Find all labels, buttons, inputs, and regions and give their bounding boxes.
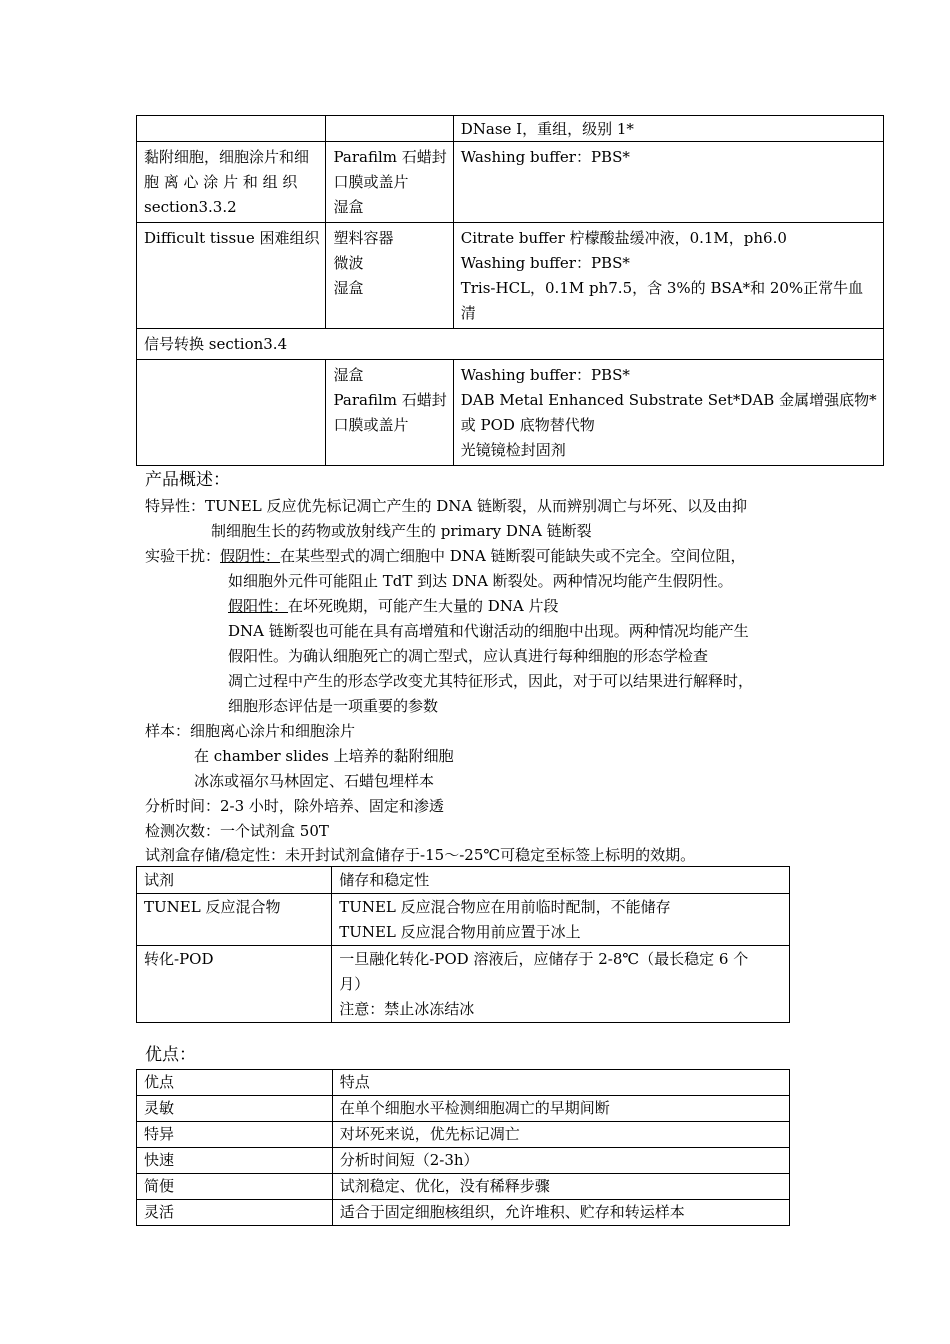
cell-text: 黏附细胞，细胞涂片和细	[144, 148, 310, 166]
table-header-cell: 特点	[332, 1070, 789, 1096]
table-cell: 对坏死来说，优先标记凋亡	[332, 1122, 789, 1148]
false-negative-text: 在某些型式的凋亡细胞中 DNA 链断裂可能缺失或不完全。空间位阻，	[280, 547, 746, 565]
table-cell: 快速	[137, 1148, 333, 1174]
specificity-line-1: 特异性：TUNEL 反应优先标记凋亡产生的 DNA 链断裂，从而辨别凋亡与坏死、以及由抑	[145, 497, 747, 515]
table-cell	[137, 142, 326, 223]
test-count: 检测次数：一个试剂盒 50T	[145, 822, 329, 840]
table-cell: 试剂稳定、优化，没有稀释步骤	[332, 1174, 789, 1200]
table-cell	[137, 116, 326, 142]
table-row	[137, 142, 884, 223]
cell-text: 清	[460, 304, 476, 322]
overview-heading: 产品概述：	[145, 470, 230, 490]
sample-line-3: 冰冻或福尔马林固定、石蜡包埋样本	[194, 772, 435, 790]
false-positive-line-3: 假阳性。为确认细胞死亡的凋亡型式，应认真进行每种细胞的形态学检查	[228, 647, 709, 665]
cell-text: Washing buffer：PBS*	[460, 366, 630, 384]
cell-text: 光镜镜检封固剂	[460, 441, 566, 459]
table-cell: 简便	[137, 1174, 333, 1200]
cell-text: section3.3.2	[144, 198, 237, 216]
cell-text: 胞 离 心 涂 片 和 组 织	[144, 173, 298, 191]
table-cell	[137, 360, 326, 466]
table-cell	[453, 223, 883, 329]
table-header-cell: 储存和稳定性	[332, 867, 790, 894]
section-header-cell	[137, 329, 884, 360]
cell-text: 微波	[333, 254, 364, 272]
cell-text: 湿盒	[333, 279, 364, 297]
table-cell: 适合于固定细胞核组织，允许堆积、贮存和转运样本	[332, 1200, 789, 1226]
table-cell	[326, 116, 453, 142]
false-positive-line	[228, 594, 559, 619]
false-negative-label: 假阴性：	[220, 547, 281, 565]
cell-text: 口膜或盖片	[333, 416, 409, 434]
cell-text: Tris-HCL，0.1M ph7.5，含 3%的 BSA*和 20%正常牛血	[460, 279, 864, 297]
specificity-line-2: 制细胞生长的药物或放射线产生的 primary DNA 链断裂	[211, 522, 592, 540]
cell-text: Citrate buffer 柠檬酸盐缓冲液，0.1M，ph6.0	[460, 229, 787, 247]
table-cell: 在单个细胞水平检测细胞凋亡的早期间断	[332, 1096, 789, 1122]
cell-text: Parafilm 石蜡封	[333, 148, 447, 166]
table-cell: TUNEL 反应混合物	[137, 894, 332, 946]
table-cell: 特异	[137, 1122, 333, 1148]
cell-text: 塑料容器	[333, 229, 394, 247]
table-cell	[453, 142, 883, 223]
cell-text: Difficult tissue 困难组织	[144, 229, 320, 247]
false-positive-line-5: 细胞形态评估是一项重要的参数	[228, 697, 439, 715]
cell-text: TUNEL 反应混合物应在用前临时配制，不能储存	[339, 898, 671, 916]
sample-line-2: 在 chamber slides 上培养的黏附细胞	[194, 747, 454, 765]
table-cell: 分析时间短（2-3h）	[332, 1148, 789, 1174]
interference-line	[145, 544, 746, 569]
table-cell: 灵活	[137, 1200, 333, 1226]
table-row	[137, 116, 884, 142]
section-label: 信号转换 section3.4	[144, 335, 288, 353]
storage-stability: 试剂盒存储/稳定性：未开封试剂盒储存于-15～-25℃可稳定至标签上标明的效期。	[145, 846, 696, 864]
advantages-heading: 优点：	[145, 1045, 196, 1065]
table-cell: 灵敏	[137, 1096, 333, 1122]
interference-label: 实验干扰：	[145, 547, 221, 565]
table-cell	[137, 223, 326, 329]
table-cell	[326, 142, 453, 223]
false-positive-label: 假阳性：	[228, 597, 289, 615]
cell-text: 湿盒	[333, 198, 364, 216]
table-header-cell: 试剂	[137, 867, 332, 894]
table-row	[137, 1096, 790, 1122]
cell-text: 月）	[339, 975, 370, 993]
cell-text: 口膜或盖片	[333, 173, 409, 191]
cell-text: DNase I，重组，级别 1*	[460, 120, 634, 138]
cell-text: 湿盒	[333, 366, 364, 384]
table-row	[137, 1122, 790, 1148]
table-header-cell: 优点	[137, 1070, 333, 1096]
table-cell	[332, 946, 790, 1023]
table-cell	[453, 116, 883, 142]
cell-text: 一旦融化转化-POD 溶液后，应储存于 2-8℃（最长稳定 6 个	[339, 950, 749, 968]
table-header-row	[137, 1070, 790, 1096]
table-row	[137, 1174, 790, 1200]
cell-text: Washing buffer：PBS*	[460, 148, 630, 166]
table-row	[137, 1200, 790, 1226]
table-cell	[453, 360, 883, 466]
false-negative-line-2: 如细胞外元件可能阻止 TdT 到达 DNA 断裂处。两种情况均能产生假阴性。	[228, 572, 733, 590]
false-positive-text: 在坏死晚期，可能产生大量的 DNA 片段	[288, 597, 559, 615]
table-cell	[326, 223, 453, 329]
advantages-table	[136, 1069, 790, 1226]
analysis-time: 分析时间：2-3 小时，除外培养、固定和渗透	[145, 797, 444, 815]
table-row	[137, 329, 884, 360]
table-row	[137, 1148, 790, 1174]
table-row	[137, 360, 884, 466]
table-cell	[326, 360, 453, 466]
table-cell	[332, 894, 790, 946]
cell-text: Washing buffer：PBS*	[460, 254, 630, 272]
table-cell: 转化-POD	[137, 946, 332, 1023]
table-row	[137, 223, 884, 329]
cell-text: 或 POD 底物替代物	[460, 416, 595, 434]
sample-line-1: 样本：细胞离心涂片和细胞涂片	[145, 722, 356, 740]
table-header-row	[137, 867, 790, 894]
cell-text: Parafilm 石蜡封	[333, 391, 447, 409]
table-row	[137, 894, 790, 946]
cell-text: TUNEL 反应混合物用前应置于冰上	[339, 923, 581, 941]
table-row	[137, 946, 790, 1023]
cell-text: 注意：禁止冰冻结冰	[339, 1000, 475, 1018]
false-positive-line-4: 凋亡过程中产生的形态学改变尤其特征形式，因此，对于可以结果进行解释时，	[228, 672, 754, 690]
cell-text: DAB Metal Enhanced Substrate Set*DAB 金属增强底物*	[460, 391, 877, 409]
false-positive-line-2: DNA 链断裂也可能在具有高增殖和代谢活动的细胞中出现。两种情况均能产生	[228, 622, 749, 640]
reagent-table	[136, 115, 884, 466]
storage-table	[136, 866, 790, 1023]
